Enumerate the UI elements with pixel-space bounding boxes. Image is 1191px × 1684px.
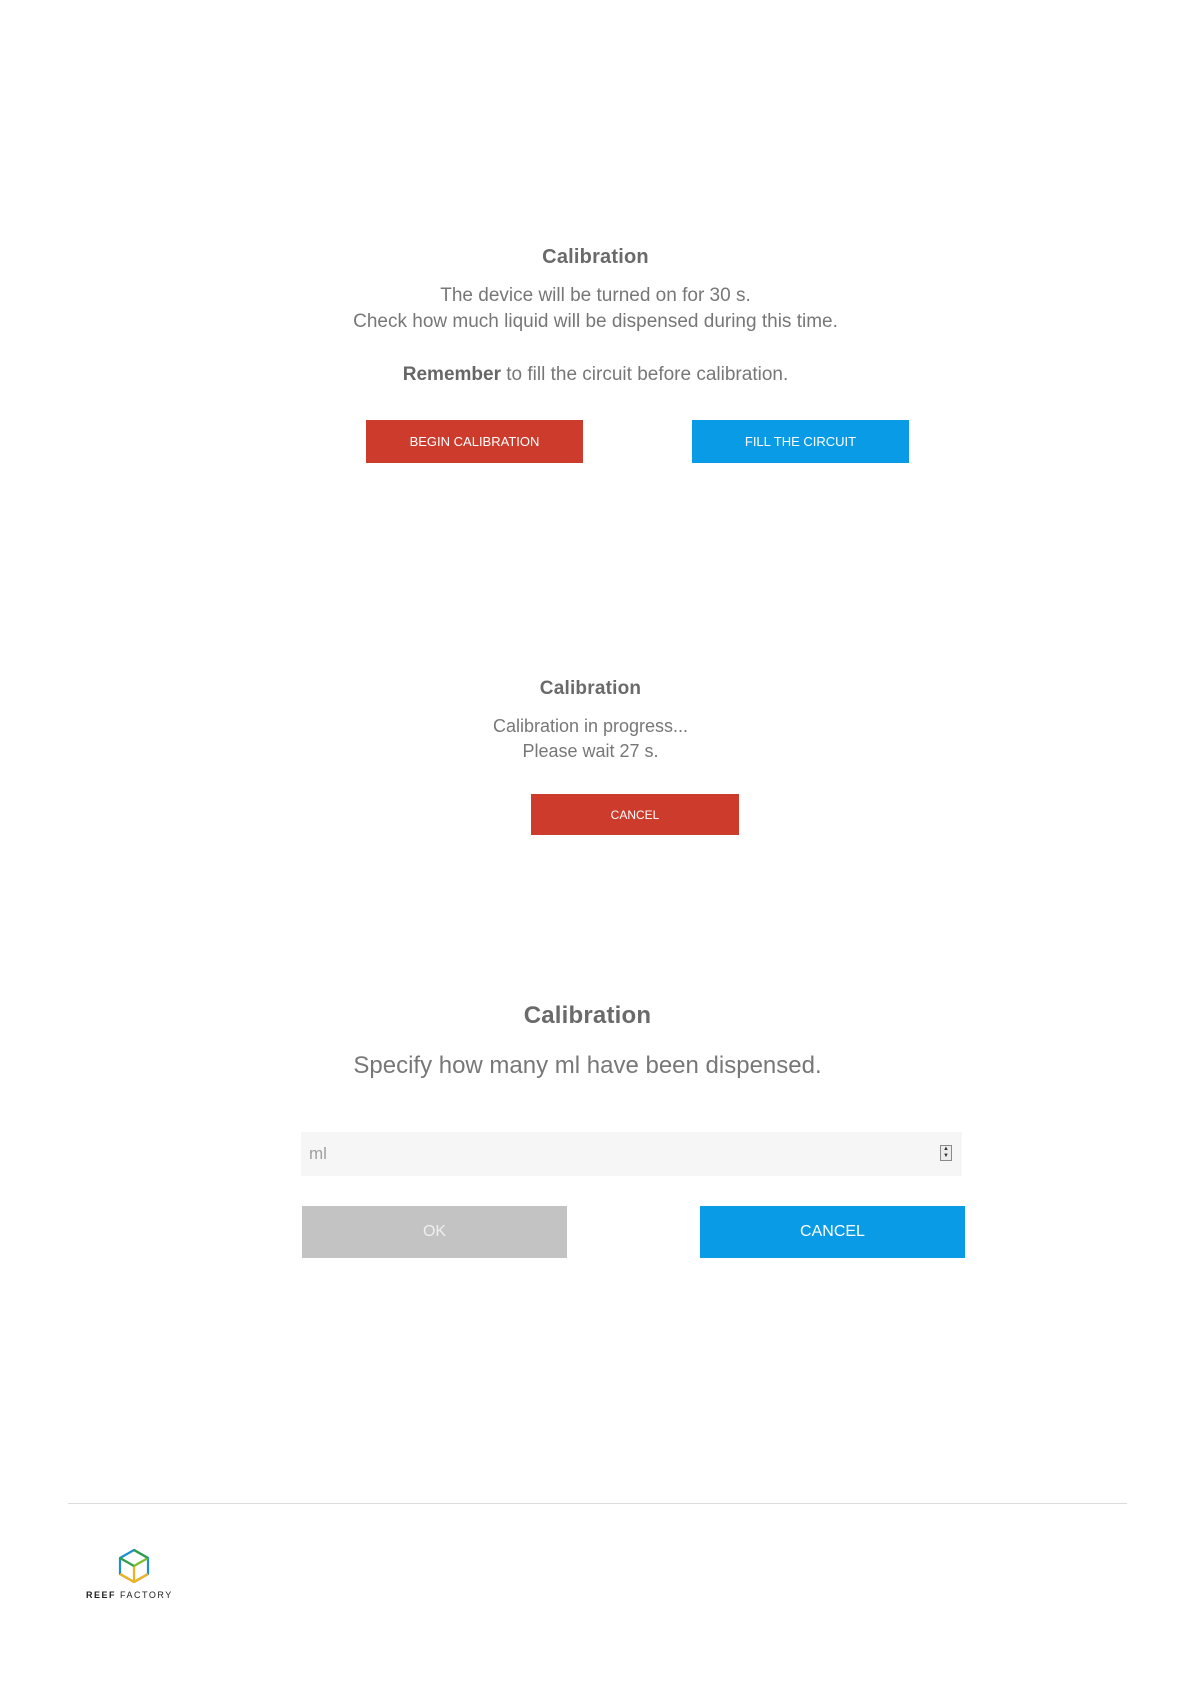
calibration-result-title: Calibration xyxy=(523,1002,652,1029)
calibration-progress-text: Calibration in progress... xyxy=(492,716,689,736)
footer-divider xyxy=(68,1503,1127,1504)
cancel-calibration-button[interactable]: CANCEL xyxy=(531,794,739,835)
brand-name xyxy=(86,1590,182,1600)
brand-name-rest: FACTORY xyxy=(116,1590,173,1600)
ml-input-wrapper xyxy=(301,1132,962,1176)
begin-calibration-button[interactable]: BEGIN CALIBRATION xyxy=(366,420,583,463)
number-stepper-icon[interactable]: ▲ ▼ xyxy=(940,1145,952,1161)
calibration-progress-title: Calibration xyxy=(539,678,642,699)
ml-input[interactable] xyxy=(309,1132,929,1176)
calibration-result-message: Specify how many ml have been dispensed. xyxy=(353,1052,822,1079)
calibration-result-panel xyxy=(0,1002,1183,1080)
calibration-progress-panel xyxy=(0,678,1186,764)
calibration-remember-text xyxy=(0,362,1191,388)
reef-factory-logo xyxy=(86,1546,182,1604)
calibration-check-text: Check how much liquid will be dispensed during this time. xyxy=(353,311,838,332)
calibration-start-panel xyxy=(0,246,1191,388)
fill-circuit-button[interactable]: FILL THE CIRCUIT xyxy=(692,420,909,463)
brand-name-bold: REEF xyxy=(86,1590,117,1600)
remember-bold: Remember xyxy=(402,364,501,385)
calibration-duration-text: The device will be turned on for 30 s. xyxy=(440,285,751,306)
remember-rest: to fill the circuit before calibration. xyxy=(500,364,789,385)
reef-factory-cube-icon xyxy=(86,1546,182,1588)
calibration-wait-text: Please wait 27 s. xyxy=(522,741,659,761)
ok-button[interactable]: OK xyxy=(302,1206,567,1258)
calibration-start-title: Calibration xyxy=(542,246,649,268)
cancel-result-button[interactable]: CANCEL xyxy=(700,1206,965,1258)
